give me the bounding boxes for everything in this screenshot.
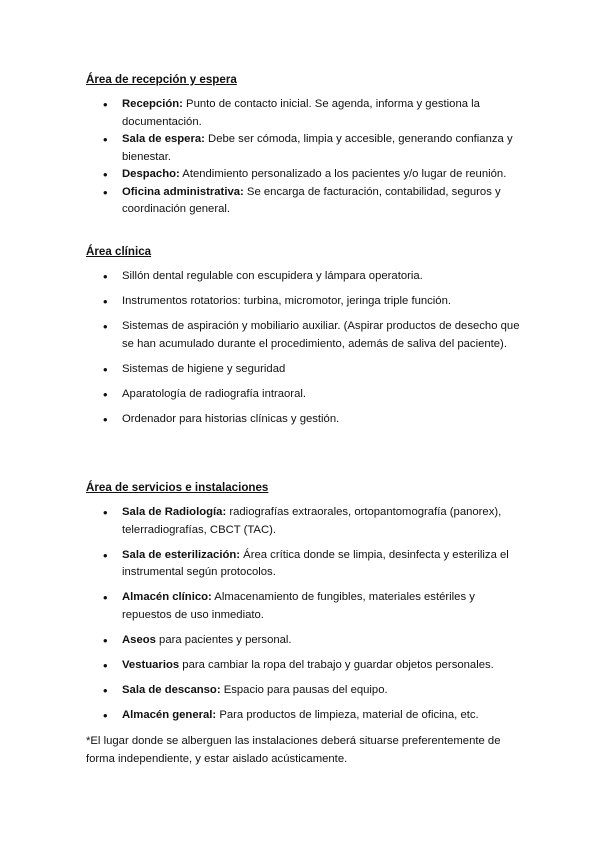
list-item xyxy=(100,657,520,675)
list-item xyxy=(100,166,520,184)
list-item xyxy=(100,504,520,539)
item-label: Vestuarios xyxy=(122,658,180,671)
item-text: radiografías extraorales, ortopantomografía (panorex), telerradiografías, CBCT (TAC). xyxy=(122,506,502,536)
item-label: Sala de esterilización: xyxy=(122,548,241,561)
item-text: Espacio para pausas del equipo. xyxy=(220,683,388,696)
item-text: Almacenamiento de fungibles, materiales estériles y repuestos de uso inmediato. xyxy=(122,591,475,621)
item-label: Almacén general: xyxy=(122,708,217,721)
item-label: Aseos xyxy=(122,633,156,646)
list-item: • Sillón dental regulable con escupidera y lámpara operatoria. xyxy=(100,268,520,286)
item-label: Sala de Radiología: xyxy=(122,506,227,518)
item-text: Área crítica donde se limpia, desinfecta y esteriliza el instrumental según protocolos. xyxy=(122,548,509,578)
list-item: • Aparatología de radiografía intraoral. xyxy=(100,386,520,404)
item-label: Recepción: xyxy=(122,98,183,110)
item-text: Punto de contacto inicial. Se agenda, informa y gestiona la documentación. xyxy=(122,98,480,128)
item-text: Atendimiento personalizado a los pacientes y/o lugar de reunión. xyxy=(179,168,507,180)
section-heading-clinical: Área clínica xyxy=(86,245,152,258)
reception-list xyxy=(100,96,520,219)
list-item xyxy=(100,707,520,725)
item-label: Oficina administrativa: xyxy=(122,185,244,198)
item-label: Almacén clínico: xyxy=(122,591,212,603)
item-text: Para productos de limpieza, material de oficina, etc. xyxy=(216,708,479,721)
section-heading-reception: Área de recepción y espera xyxy=(86,73,237,86)
list-item xyxy=(100,184,520,219)
list-item xyxy=(100,131,520,166)
footnote: *El lugar donde se alberguen las instalaciones deberá situarse preferentemente de forma independiente, y estar aislado acústicamente. xyxy=(86,735,501,765)
list-item: • Sistemas de aspiración y mobiliario auxiliar. (Aspirar productos de desecho que se han acumulado durante el procedimiento, además de saliva del paciente). xyxy=(100,318,520,353)
list-item: • Ordenador para historias clínicas y gestión. xyxy=(100,411,520,429)
item-text: Debe ser cómoda, limpia y accesible, generando confianza y bienestar. xyxy=(122,133,513,163)
clinical-list xyxy=(100,268,520,436)
list-item xyxy=(100,96,520,131)
list-item xyxy=(100,632,520,650)
item-text: para cambiar la ropa del trabajo y guardar objetos personales. xyxy=(179,658,494,671)
list-item: • Sistemas de higiene y seguridad xyxy=(100,361,520,379)
item-text: Se encarga de facturación, contabilidad, seguros y coordinación general. xyxy=(122,185,501,215)
list-item xyxy=(100,589,520,624)
services-list xyxy=(100,504,520,732)
item-label: Sala de descanso: xyxy=(122,683,221,696)
item-label: Sala de espera: xyxy=(122,133,205,145)
item-label: Despacho: xyxy=(122,168,180,180)
list-item xyxy=(100,682,520,700)
section-heading-services: Área de servicios e instalaciones xyxy=(86,481,269,494)
item-text: para pacientes y personal. xyxy=(155,633,292,646)
list-item: • Instrumentos rotatorios: turbina, micromotor, jeringa triple función. xyxy=(100,293,520,311)
list-item xyxy=(100,547,520,582)
